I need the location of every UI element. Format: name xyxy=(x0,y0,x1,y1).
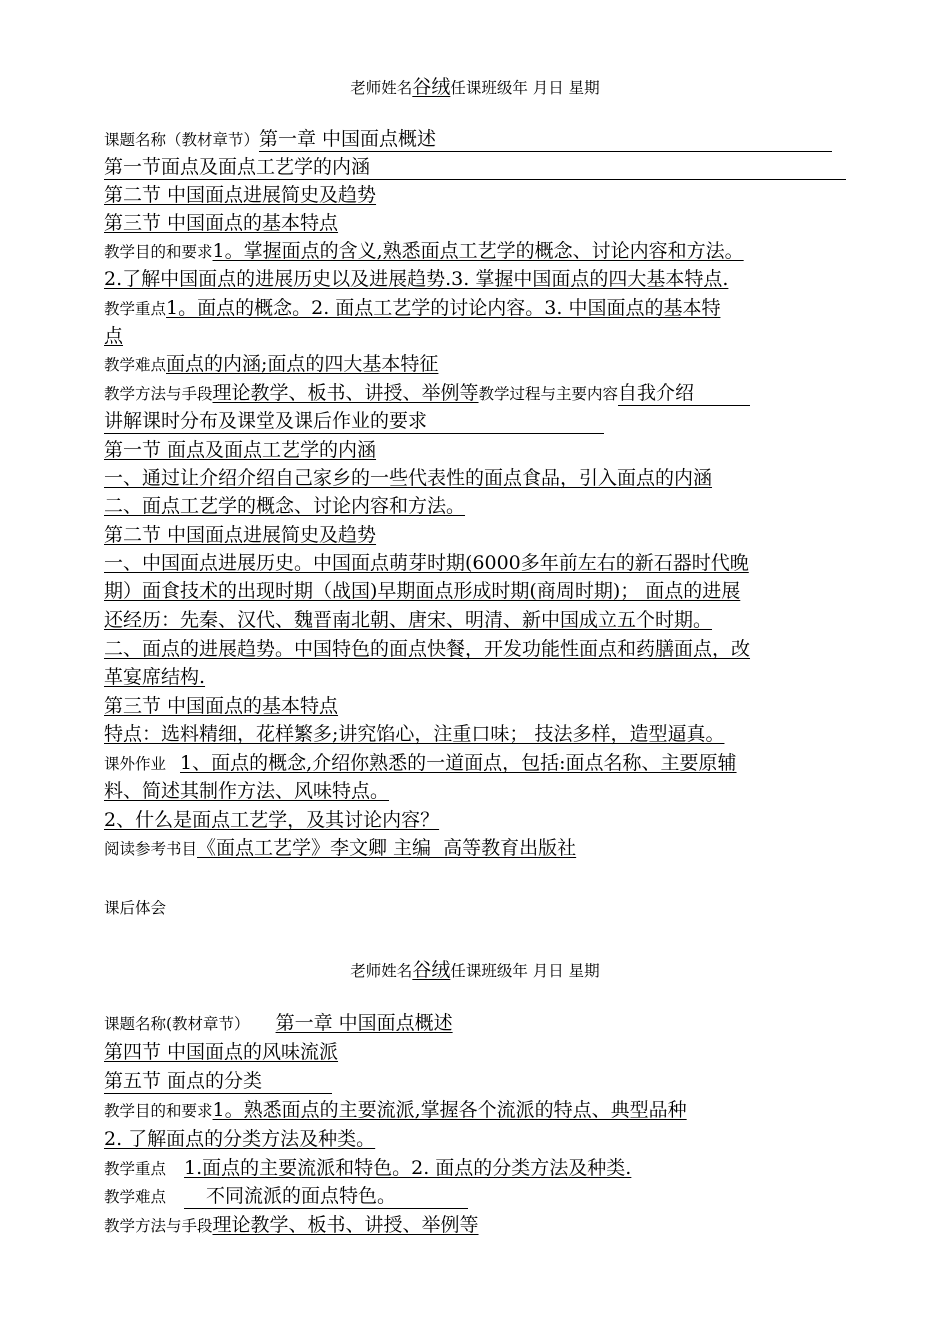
section-line xyxy=(104,182,850,208)
method-row xyxy=(104,380,850,407)
header-rest: 任课班级年 月日 星期 xyxy=(450,962,600,980)
goals-text: 1。熟悉面点的主要流派,掌握各个流派的特点、典型品种 xyxy=(212,1099,687,1121)
homework-text: 料、简述其制作方法、风味特点。 xyxy=(104,780,390,802)
section-4: 第四节 中国面点的风味流派 xyxy=(104,1041,339,1063)
section-line xyxy=(104,154,850,180)
content-line-text: 二、面点的进展趋势。中国特色的面点快餐，开发功能性面点和药膳面点，改 xyxy=(104,638,751,660)
course-title-label: 课题名称（教材章节） xyxy=(104,131,260,149)
course-title-row xyxy=(104,126,850,153)
content-line-text: 期）面食技术的出现时期（战国)早期面点形成时期(商周时期)； 面点的进展 xyxy=(104,580,741,602)
goals-row xyxy=(104,1097,850,1124)
section-1: 第一节面点及面点工艺学的内涵 xyxy=(104,155,846,180)
method-text: 理论教学、板书、讲授、举例等 xyxy=(212,382,479,404)
difficulty-row xyxy=(104,351,850,378)
process-text: 自我介绍 xyxy=(618,381,750,406)
teacher-name: 谷绒 xyxy=(412,959,451,981)
course-title-row xyxy=(104,1010,850,1037)
content-line xyxy=(104,437,850,463)
content-line xyxy=(104,578,850,604)
reflection-row xyxy=(104,894,850,921)
goals-row xyxy=(104,238,850,265)
content-line xyxy=(104,550,850,576)
key-label: 教学重点 xyxy=(104,1160,167,1178)
section-line xyxy=(104,210,850,236)
content-line-text: 革宴席结构. xyxy=(104,666,206,688)
key-row xyxy=(104,1155,850,1182)
homework-row xyxy=(104,750,850,777)
method-label: 教学方法与手段 xyxy=(104,1217,213,1235)
teacher-name: 谷绒 xyxy=(412,76,451,98)
difficulty-text: 不同流派的面点特色。 xyxy=(184,1184,468,1209)
content-line xyxy=(104,664,850,690)
content-line-text: 一、通过让介绍介绍自己家乡的一些代表性的面点食品，引入面点的内涵 xyxy=(104,467,713,489)
goals-text: 2. 了解面点的分类方法及种类。 xyxy=(104,1128,376,1150)
course-title-label: 课题名称(教材章节） xyxy=(104,1015,250,1033)
section-5: 第五节 面点的分类 xyxy=(104,1069,332,1094)
homework-text: 1、面点的概念,介绍你熟悉的一道面点，包括:面点名称、主要原辅 xyxy=(180,752,737,774)
method-label: 教学方法与手段 xyxy=(104,385,213,403)
key-row-2 xyxy=(104,323,850,349)
key-label: 教学重点 xyxy=(104,300,167,318)
content-line xyxy=(104,465,850,491)
section-line xyxy=(104,1039,850,1065)
page2-header xyxy=(0,957,950,984)
content-line-text: 特点：选料精细，花样繁多;讲究馅心，注重口味； 技法多样，造型逼真。 xyxy=(104,723,725,745)
section-3: 第三节 中国面点的基本特点 xyxy=(104,212,339,234)
content-line-text: 还经历：先秦、汉代、魏晋南北朝、唐宋、明清、新中国成立五个时期。 xyxy=(104,609,713,631)
section-line xyxy=(104,1068,850,1094)
content-line xyxy=(104,721,850,747)
page1-header xyxy=(0,74,950,101)
course-title: 第一章 中国面点概述 xyxy=(259,127,832,152)
goals-label: 教学目的和要求 xyxy=(104,1102,213,1120)
header-rest: 任课班级年 月日 星期 xyxy=(450,79,600,97)
homework-label: 课外作业 xyxy=(104,755,167,773)
teacher-label: 老师姓名 xyxy=(350,79,413,97)
course-title: 第一章 中国面点概述 xyxy=(275,1012,453,1034)
goals-text: 1。掌握面点的含义,熟悉面点工艺学的概念、讨论内容和方法。 xyxy=(212,240,744,262)
process-label: 教学过程与主要内容 xyxy=(478,385,619,403)
goals-text: 2.了解中国面点的进展历史以及进展趋势.3. 掌握中国面点的四大基本特点. xyxy=(104,268,729,290)
method-text: 理论教学、板书、讲授、举例等 xyxy=(212,1214,479,1236)
reflection-label: 课后体会 xyxy=(104,899,167,917)
reading-text: 《面点工艺学》李文卿 主编 高等教育出版社 xyxy=(197,837,577,859)
content-line-text: 第一节 面点及面点工艺学的内涵 xyxy=(104,439,377,461)
reading-label: 阅读参考书目 xyxy=(104,840,198,858)
content-line-text: 一、中国面点进展历史。中国面点萌芽时期(6000多年前左右的新石器时代晚 xyxy=(104,552,749,574)
homework-row-3 xyxy=(104,807,850,833)
difficulty-row xyxy=(104,1183,850,1210)
content-line xyxy=(104,636,850,662)
content-line xyxy=(104,408,850,434)
content-line xyxy=(104,607,850,633)
content-line-text: 讲解课时分布及课堂及课后作业的要求 xyxy=(104,409,604,434)
difficulty-label: 教学难点 xyxy=(104,356,167,374)
goals-label: 教学目的和要求 xyxy=(104,243,213,261)
content-line-text: 二、面点工艺学的概念、讨论内容和方法。 xyxy=(104,495,466,517)
homework-text: 2、什么是面点工艺学，及其讨论内容？ xyxy=(104,809,440,831)
key-text: 点 xyxy=(104,325,124,347)
content-line-text: 第二节 中国面点进展简史及趋势 xyxy=(104,524,377,546)
content-line xyxy=(104,493,850,519)
key-row xyxy=(104,295,850,322)
goals-row-2 xyxy=(104,1126,850,1152)
section-2: 第二节 中国面点进展简史及趋势 xyxy=(104,184,377,206)
teacher-label: 老师姓名 xyxy=(350,962,413,980)
homework-row-2 xyxy=(104,778,850,804)
method-row xyxy=(104,1212,850,1239)
content-line xyxy=(104,693,850,719)
goals-row-2 xyxy=(104,266,850,292)
key-text: 1。面点的概念。2. 面点工艺学的讨论内容。3. 中国面点的基本特 xyxy=(166,297,721,319)
key-text: 1.面点的主要流派和特色。2. 面点的分类方法及种类. xyxy=(184,1157,632,1179)
content-line-text: 第三节 中国面点的基本特点 xyxy=(104,695,339,717)
difficulty-label: 教学难点 xyxy=(104,1188,167,1206)
reading-row xyxy=(104,835,850,862)
difficulty-text: 面点的内涵;面点的四大基本特征 xyxy=(166,353,439,375)
content-line xyxy=(104,522,850,548)
